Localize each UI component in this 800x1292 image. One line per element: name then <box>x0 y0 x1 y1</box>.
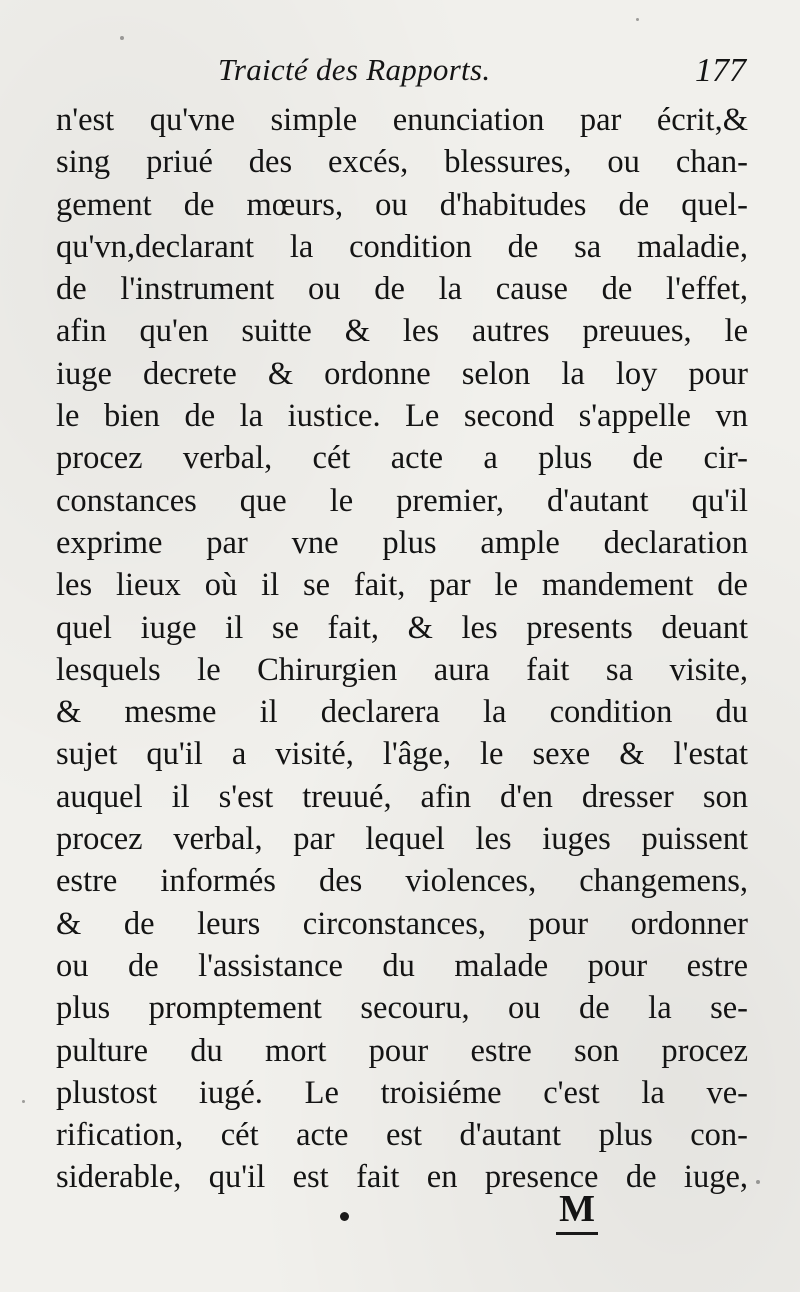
text-line: pulture du mort pour estre son procez <box>56 1032 748 1069</box>
text-line: auquel il s'est treuué, afin d'en dresser son <box>56 778 748 815</box>
ink-speck <box>120 36 124 40</box>
text-line: quel iuge il se fait, & les presents deuant <box>56 609 748 646</box>
signature-underline <box>556 1232 598 1235</box>
text-line: plustost iugé. Le troisiéme c'est la ve- <box>56 1074 748 1111</box>
text-line: sujet qu'il a visité, l'âge, le sexe & l'estat <box>56 736 748 773</box>
text-line: qu'vn,declarant la condition de sa maladie, <box>56 228 748 265</box>
text-line: constances que le premier, d'autant qu'il <box>56 482 748 519</box>
ink-speck <box>756 1180 760 1184</box>
text-line: & mesme il declarera la condition du <box>56 694 748 731</box>
text-line: gement de mœurs, ou d'habitudes de quel- <box>56 186 748 223</box>
page-header <box>0 46 800 96</box>
running-title: Traicté des Rapports. <box>218 52 491 87</box>
signature-mark: M <box>559 1188 595 1230</box>
body-text <box>56 99 748 1199</box>
text-line: afin qu'en suitte & les autres preuues, le <box>56 313 748 350</box>
text-line: les lieux où il se fait, par le mandement de <box>56 567 748 604</box>
text-line: iuge decrete & ordonne selon la loy pour <box>56 355 748 392</box>
ink-speck <box>636 18 639 21</box>
text-line: n'est qu'vne simple enunciation par écrit,& <box>56 102 748 138</box>
page-number: 177 <box>695 52 746 89</box>
text-line: sing priué des excés, blessures, ou chan- <box>56 144 748 181</box>
text-line: lesquels le Chirurgien aura fait sa visite, <box>56 651 748 688</box>
text-line: rification, cét acte est d'autant plus con- <box>56 1117 748 1154</box>
text-line: plus promptement secouru, ou de la se- <box>56 990 748 1027</box>
text-line: de l'instrument ou de la cause de l'effet, <box>56 271 748 308</box>
text-line: ou de l'assistance du malade pour estre <box>56 947 748 984</box>
text-line: procez verbal, cét acte a plus de cir- <box>56 440 748 477</box>
ink-speck <box>22 1100 25 1103</box>
text-line: estre informés des violences, changemens, <box>56 863 748 900</box>
text-line: & de leurs circonstances, pour ordonner <box>56 905 748 942</box>
ink-dot <box>340 1212 349 1221</box>
text-line: exprime par vne plus ample declaration <box>56 524 748 561</box>
text-line: procez verbal, par lequel les iuges puissent <box>56 821 748 858</box>
text-line: le bien de la iustice. Le second s'appelle vn <box>56 398 748 435</box>
text-line: siderable, qu'il est fait en presence de iuge, <box>56 1159 748 1196</box>
